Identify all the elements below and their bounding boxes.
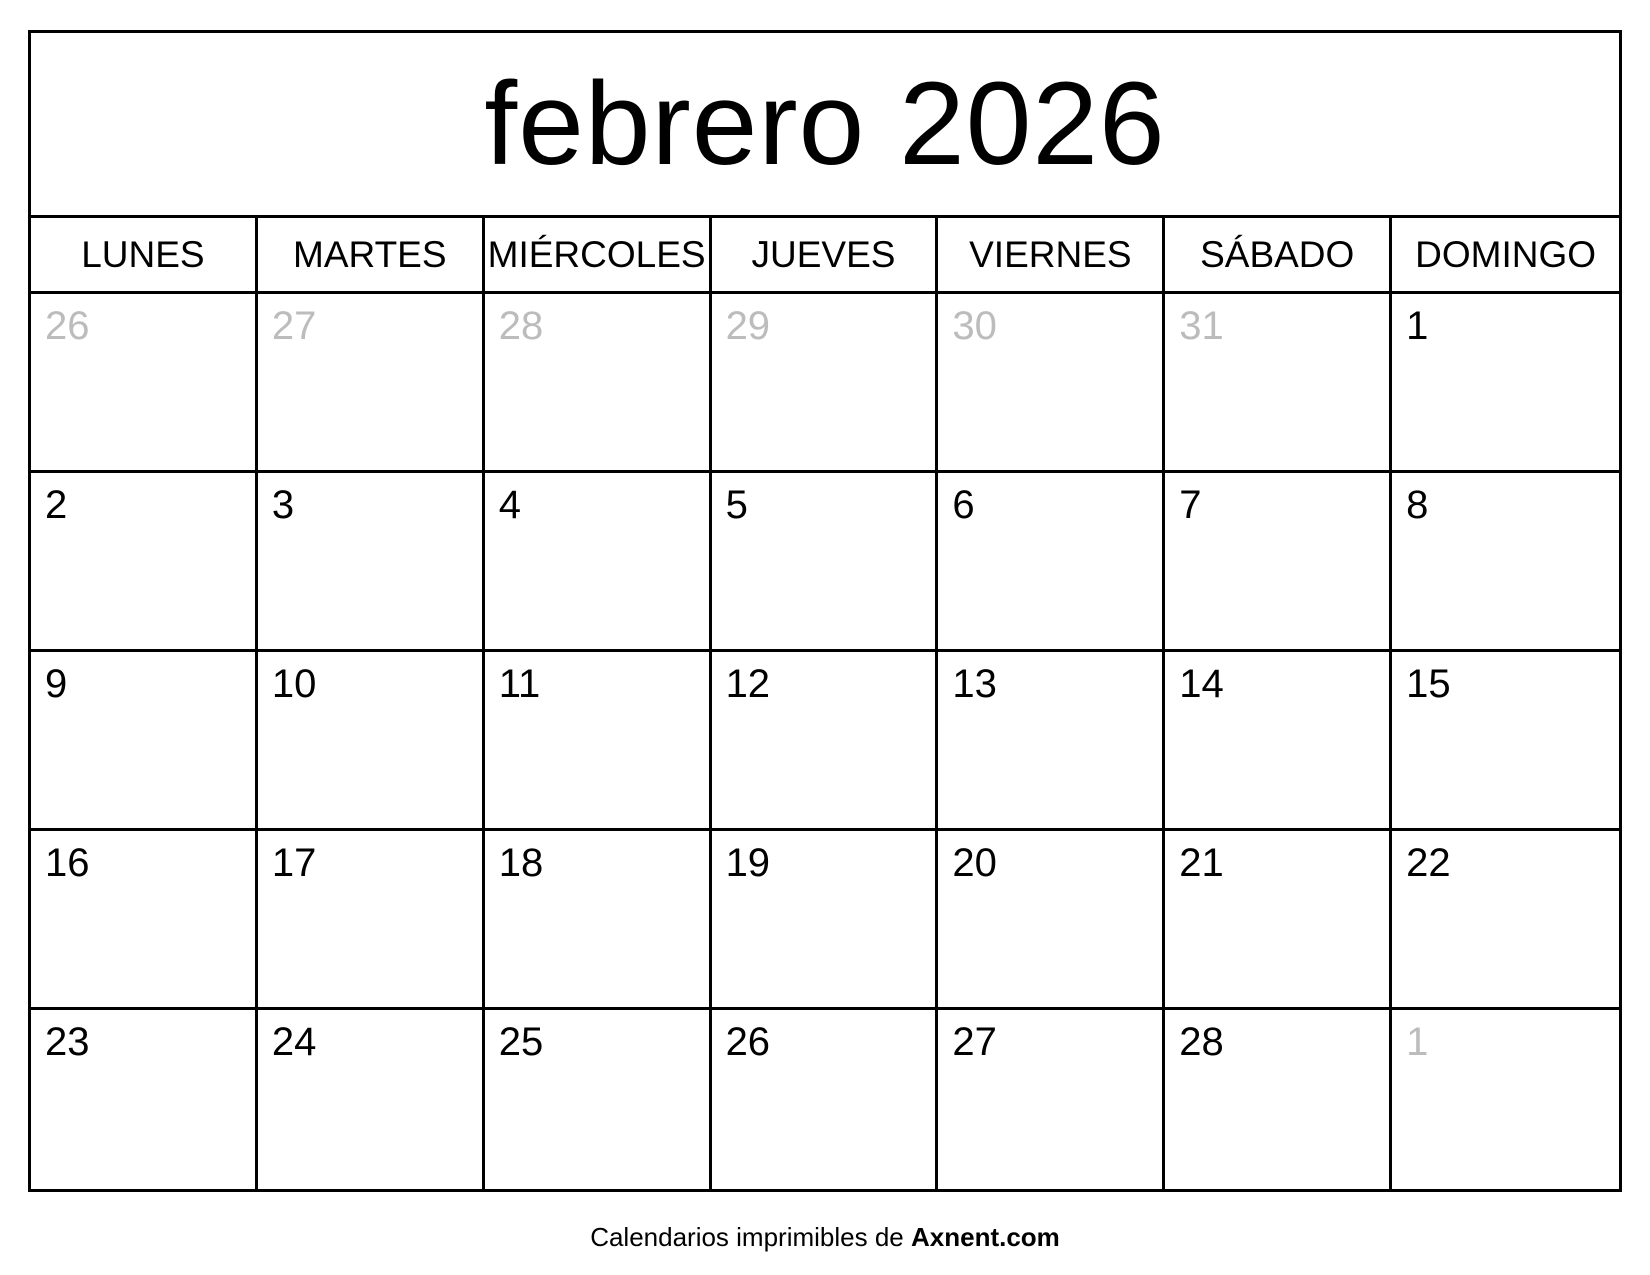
day-cell[interactable] [258,831,485,1007]
weekday-header-miercoles [485,218,712,291]
day-number: 11 [498,662,541,706]
day-cell[interactable] [485,1010,712,1189]
weekday-label: MARTES [293,233,447,275]
day-cell[interactable] [1392,473,1619,649]
day-cell[interactable] [1165,473,1392,649]
weekday-header-lunes [31,218,258,291]
weekday-label: MIÉRCOLES [487,233,706,275]
day-cell[interactable] [712,831,939,1007]
weekday-label: DOMINGO [1415,233,1597,275]
day-number: 24 [271,1020,317,1064]
day-cell[interactable] [938,294,1165,470]
day-number: 20 [952,841,997,885]
day-number: 9 [45,662,68,706]
day-cell[interactable] [938,473,1165,649]
day-cell[interactable] [31,652,258,828]
weekday-header-row [31,218,1619,294]
day-cell[interactable] [485,473,712,649]
day-number: 6 [952,483,975,527]
weekday-label: LUNES [81,233,205,275]
weekday-header-jueves [712,218,939,291]
weekday-label: JUEVES [751,233,896,275]
day-number: 1 [1406,304,1429,348]
week-row [31,652,1619,831]
day-cell[interactable] [938,1010,1165,1189]
day-cell[interactable] [1392,831,1619,1007]
week-row [31,473,1619,652]
day-cell[interactable] [1392,1010,1619,1189]
weekday-label: VIERNES [969,233,1132,275]
day-cell[interactable] [712,294,939,470]
day-number: 22 [1406,841,1451,885]
day-number: 31 [1179,304,1224,348]
calendar-grid [28,30,1622,1192]
day-cell[interactable] [1392,652,1619,828]
day-number: 16 [45,841,90,885]
day-cell[interactable] [1165,652,1392,828]
day-cell[interactable] [485,652,712,828]
calendar-title-bar [31,33,1619,218]
day-number: 28 [498,304,544,348]
day-number: 5 [725,483,748,527]
day-number: 26 [45,304,90,348]
weekday-header-domingo [1392,218,1619,291]
day-number: 14 [1179,662,1224,706]
weekday-header-sabado [1165,218,1392,291]
day-number: 10 [271,662,317,706]
day-number: 2 [45,483,68,527]
day-number: 18 [498,841,544,885]
weekday-header-martes [258,218,485,291]
day-cell[interactable] [258,294,485,470]
day-cell[interactable] [485,831,712,1007]
day-cell[interactable] [1165,294,1392,470]
day-number: 15 [1406,662,1451,706]
day-cell[interactable] [938,652,1165,828]
week-row [31,831,1619,1010]
day-number: 3 [271,483,295,527]
day-cell[interactable] [1392,294,1619,470]
day-cell[interactable] [712,652,939,828]
day-number: 27 [952,1020,997,1064]
day-cell[interactable] [258,473,485,649]
day-number: 30 [952,304,997,348]
day-number: 17 [271,841,317,885]
day-cell[interactable] [712,473,939,649]
footer-brand[interactable]: Axnent.com [911,1222,1060,1252]
day-number: 21 [1179,841,1224,885]
footer-text: Calendarios imprimibles de [590,1222,911,1252]
day-number: 27 [271,304,317,348]
day-number: 8 [1406,483,1429,527]
weekday-header-viernes [938,218,1165,291]
day-number: 13 [952,662,997,706]
day-number: 4 [498,483,521,527]
day-cell[interactable] [31,1010,258,1189]
day-number: 7 [1179,483,1202,527]
day-cell[interactable] [1165,1010,1392,1189]
week-row [31,294,1619,473]
footer-credit [0,1222,1650,1253]
day-cell[interactable] [712,1010,939,1189]
day-cell[interactable] [31,831,258,1007]
week-row [31,1010,1619,1189]
day-cell[interactable] [1165,831,1392,1007]
weekday-label: SÁBADO [1200,233,1355,275]
day-number: 1 [1406,1020,1429,1064]
day-cell[interactable] [31,294,258,470]
day-number: 26 [725,1020,771,1064]
day-number: 19 [725,841,771,885]
day-cell[interactable] [485,294,712,470]
day-number: 25 [498,1020,544,1064]
day-number: 28 [1179,1020,1224,1064]
day-number: 29 [725,304,771,348]
day-cell[interactable] [938,831,1165,1007]
day-cell[interactable] [31,473,258,649]
day-number: 12 [725,662,771,706]
day-number: 23 [45,1020,90,1064]
day-cell[interactable] [258,652,485,828]
page-title: febrero 2026 [484,58,1166,190]
day-cell[interactable] [258,1010,485,1189]
